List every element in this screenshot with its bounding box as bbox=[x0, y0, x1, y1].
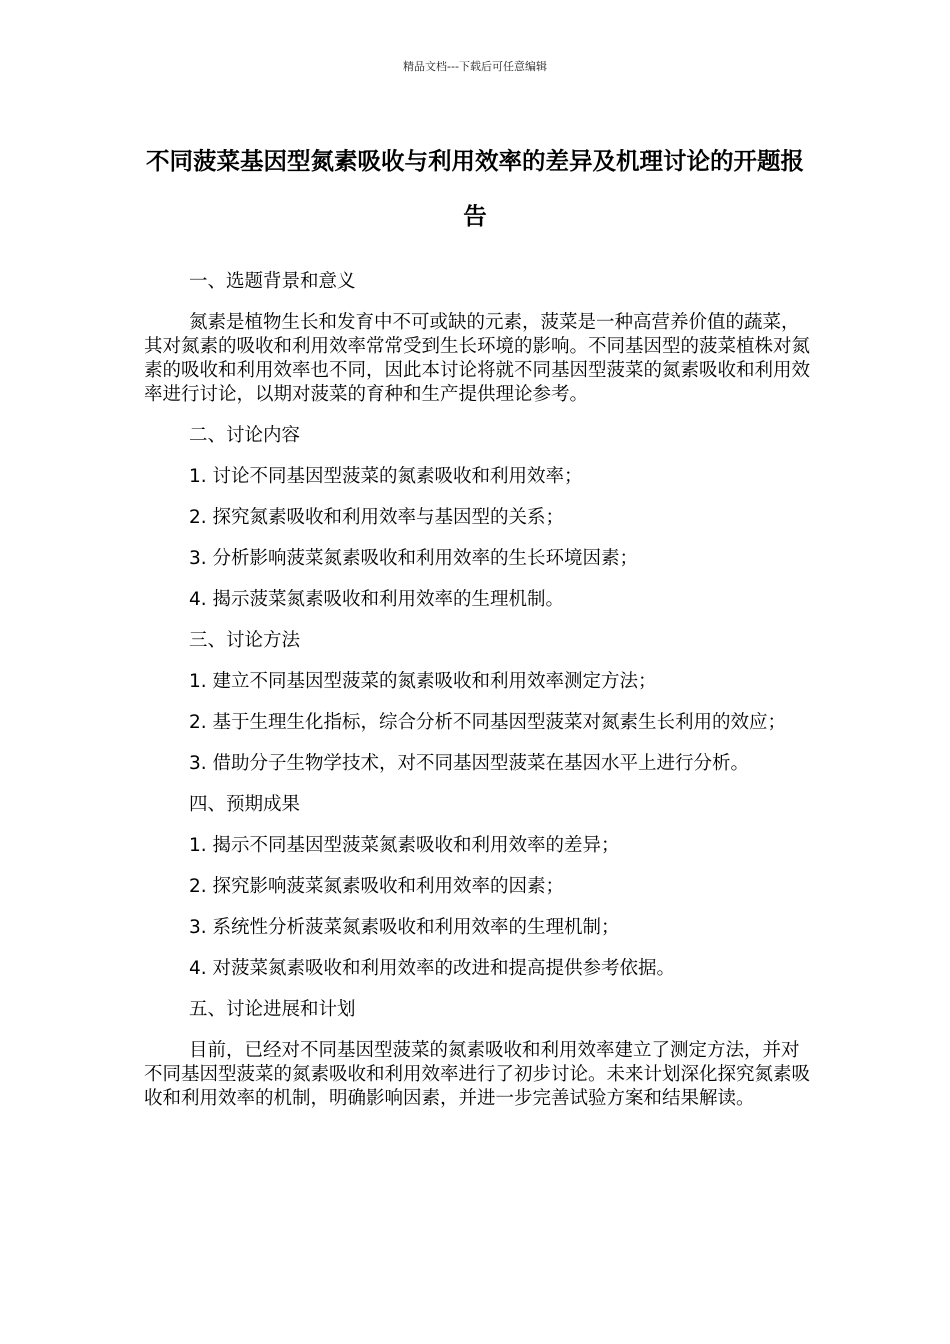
document-title: 不同菠菜基因型氮素吸收与利用效率的差异及机理讨论的开题报告 bbox=[146, 147, 804, 230]
section-heading-progress: 五、讨论进展和计划 bbox=[189, 999, 356, 1020]
list-item: 3. 分析影响菠菜氮素吸收和利用效率的生长环境因素； bbox=[189, 548, 639, 569]
page-header: 精品文档---下载后可任意编辑 bbox=[403, 60, 547, 73]
section-heading-outcomes: 四、预期成果 bbox=[189, 794, 301, 815]
paragraph-background: 氮素是植物生长和发育中不可或缺的元素，菠菜是一种高营养价值的蔬菜，其对氮素的吸收和利用效率常常受到生长环境的影响。不同基因型的菠菜植株对氮素的吸收和利用效率也不同，因此本讨论将就不同基因型菠菜的氮素吸收和利用效率进行讨论，以期对菠菜的育种和生产提供理论参考。 bbox=[144, 312, 811, 405]
list-item: 1. 建立不同基因型菠菜的氮素吸收和利用效率测定方法； bbox=[189, 671, 657, 692]
list-item: 1. 揭示不同基因型菠菜氮素吸收和利用效率的差异； bbox=[189, 835, 620, 856]
list-item: 4. 揭示菠菜氮素吸收和利用效率的生理机制。 bbox=[189, 589, 565, 610]
document-body bbox=[144, 270, 810, 1111]
section-heading-methods: 三、讨论方法 bbox=[189, 630, 301, 651]
list-item: 2. 基于生理生化指标，综合分析不同基因型菠菜对氮素生长利用的效应； bbox=[189, 712, 787, 733]
list-item: 2. 探究氮素吸收和利用效率与基因型的关系； bbox=[189, 507, 565, 528]
list-item: 3. 系统性分析菠菜氮素吸收和利用效率的生理机制； bbox=[189, 917, 620, 938]
section-heading-background: 一、选题背景和意义 bbox=[189, 271, 356, 292]
paragraph-progress: 目前，已经对不同基因型菠菜的氮素吸收和利用效率建立了测定方法，并对不同基因型菠菜的氮素吸收和利用效率进行了初步讨论。未来计划深化探究氮素吸收和利用效率的机制，明确影响因素，并进一步完善试验方案和结果解读。 bbox=[144, 1040, 811, 1109]
list-item: 2. 探究影响菠菜氮素吸收和利用效率的因素； bbox=[189, 876, 565, 897]
list-item: 1. 讨论不同基因型菠菜的氮素吸收和利用效率； bbox=[189, 466, 583, 487]
section-heading-content: 二、讨论内容 bbox=[189, 425, 301, 446]
list-item: 4. 对菠菜氮素吸收和利用效率的改进和提高提供参考依据。 bbox=[189, 958, 676, 979]
list-item: 3. 借助分子生物学技术，对不同基因型菠菜在基因水平上进行分析。 bbox=[189, 753, 750, 774]
